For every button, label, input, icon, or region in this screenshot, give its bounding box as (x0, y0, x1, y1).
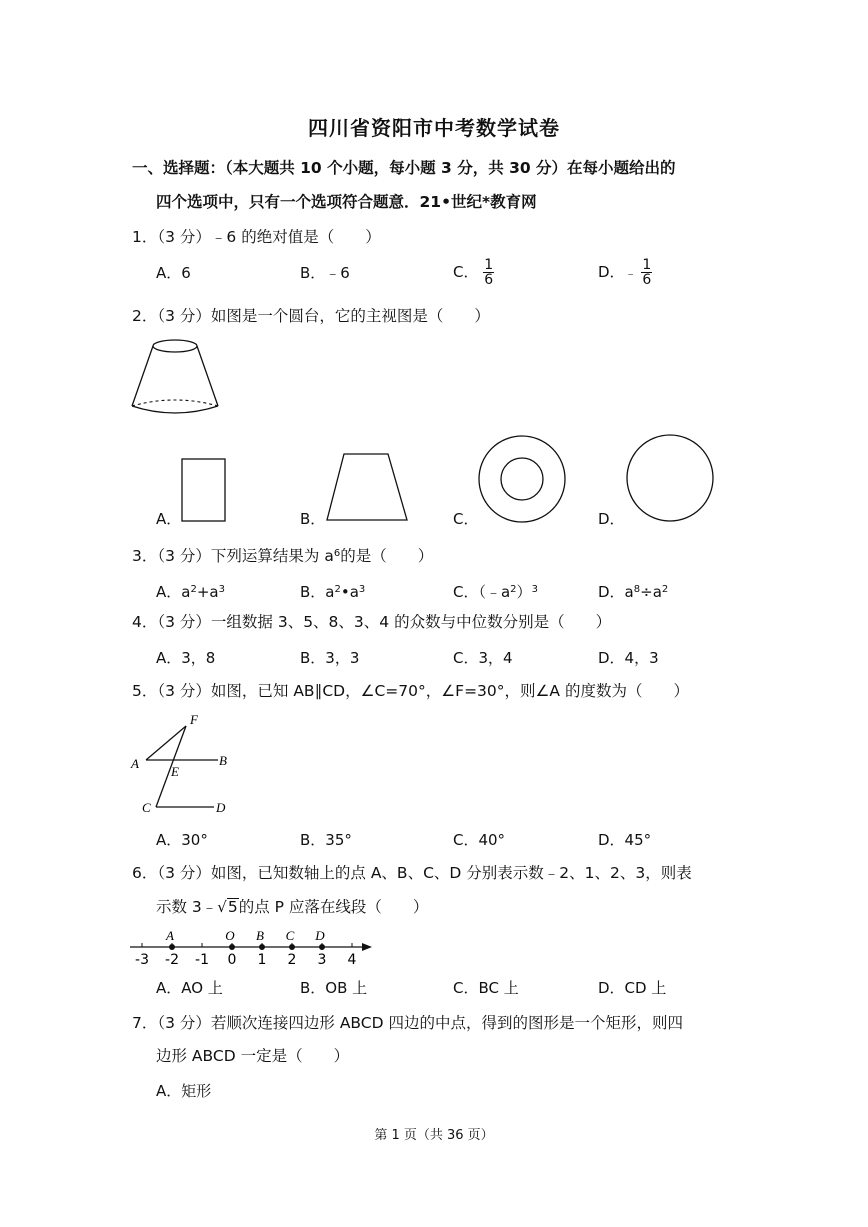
axis-point-d (319, 944, 325, 950)
number-line-arrow (362, 943, 372, 951)
q5-option-a: A．30° (156, 831, 208, 849)
q1-option-c-label: C． (453, 263, 479, 281)
axis-point-label: O (225, 928, 235, 943)
q6-line2-suffix: 的点 P 应落在线段（ ） (238, 898, 429, 916)
figure-label-a: A (131, 756, 139, 771)
sqrt-sign: √ (217, 898, 227, 916)
q2-option-b: B． (300, 510, 326, 528)
question-1-stem: 1．（3 分）﹣6 的绝对值是（ ） (132, 228, 381, 246)
question-7-stem-line2: 边形 ABCD 一定是（ ） (156, 1047, 350, 1065)
section-heading-line2: 四个选项中，只有一个选项符合题意．21•世纪*教育网 (156, 193, 537, 211)
question-7-stem-line1: 7．（3 分）若顺次连接四边形 ABCD 四边的中点，得到的图形是一个矩形，则四 (132, 1014, 683, 1032)
q3-a-text: A．a (156, 583, 191, 601)
q4-option-c: C．3，4 (453, 649, 513, 667)
axis-point-label: C (285, 928, 295, 943)
q3-a-mid: +a (196, 583, 219, 601)
question-5-stem: 5．（3 分）如图，已知 AB∥CD，∠C=70°，∠F=30°，则∠A 的度数为（ ） (132, 682, 689, 700)
q3-option-a (156, 579, 225, 603)
q3-d-sup1: 8 (633, 584, 641, 595)
axis-tick-label: 0 (227, 952, 237, 968)
q6-line2-prefix: 示数 3﹣ (156, 898, 218, 916)
axis-point-c (289, 944, 295, 950)
axis-tick-label: 1 (257, 952, 267, 968)
q3-stem-suffix: 的是（ ） (340, 547, 434, 565)
fraction-denominator: 6 (642, 272, 652, 288)
q1-option-d-fraction (641, 258, 652, 287)
q3-c-mid: ） (516, 583, 532, 601)
q6-option-c: C．BC 上 (453, 979, 519, 997)
q1-option-b: B．﹣6 (300, 264, 350, 282)
axis-tick-label: 4 (347, 952, 357, 968)
axis-tick-label: 3 (317, 952, 327, 968)
q4-option-a: A．3，8 (156, 649, 216, 667)
question-2-stem: 2．（3 分）如图是一个圆台，它的主视图是（ ） (132, 307, 490, 325)
q6-option-b: B．OB 上 (300, 979, 368, 997)
q1-option-c (453, 258, 494, 287)
q5-option-d: D．45° (598, 831, 652, 849)
q3-b-sup2: 3 (358, 584, 366, 595)
parallel-lines-figure (128, 712, 238, 815)
page-title: 四川省资阳市中考数学试卷 (308, 116, 560, 140)
q3-b-text: B．a (300, 583, 335, 601)
q2-option-d: D． (598, 510, 625, 528)
q3-d-mid: ÷a (640, 583, 662, 601)
q1-option-d-sign: ﹣ (624, 266, 637, 280)
q3-a-sup2: 3 (218, 584, 225, 595)
option-b-trapezoid-figure (325, 452, 409, 522)
axis-point-label: A (166, 928, 174, 943)
option-a-rectangle-figure (181, 458, 227, 524)
q1-option-c-fraction (483, 258, 494, 287)
q1-option-d-label: D． (598, 263, 625, 281)
q3-option-c (453, 579, 538, 603)
axis-tick-label: 2 (287, 952, 297, 968)
q5-option-b: B．35° (300, 831, 352, 849)
axis-point-label: B (256, 928, 264, 943)
q6-option-d: D．CD 上 (598, 979, 667, 997)
axis-tick-label: -2 (165, 952, 179, 968)
q6-sqrt-radicand: 5 (227, 898, 238, 916)
axis-point-b (259, 944, 265, 950)
frustum-figure (128, 338, 224, 418)
section-heading-line1: 一、选择题：（本大题共 10 个小题，每小题 3 分，共 30 分）在每小题给出的 (132, 159, 676, 177)
question-4-stem: 4．（3 分）一组数据 3、5、8、3、4 的众数与中位数分别是（ ） (132, 613, 612, 631)
question-6-stem-line1: 6．（3 分）如图，已知数轴上的点 A、B、C、D 分别表示数﹣2、1、2、3，则表 (132, 864, 692, 882)
q3-a-sup1: 2 (190, 584, 197, 595)
q1-option-a: A．6 (156, 264, 191, 282)
q3-stem-exponent: 6 (333, 548, 341, 559)
q3-d-sup2: 2 (661, 584, 669, 595)
q2-option-a: A． (156, 510, 182, 528)
axis-point-label: D (315, 928, 325, 943)
q1-option-d (598, 258, 652, 287)
q4-option-b: B．3，3 (300, 649, 360, 667)
figure-label-b: B (219, 753, 227, 768)
figure-label-f: F (190, 712, 198, 727)
question-6-stem-line2 (156, 896, 428, 918)
q3-option-b (300, 579, 365, 603)
figure-label-d: D (216, 800, 226, 815)
q3-c-sup1: 2 (510, 584, 517, 595)
axis-tick-label: -1 (195, 952, 209, 968)
q7-option-a: A．矩形 (156, 1082, 212, 1100)
option-c-concentric-circles-figure (477, 434, 567, 524)
fraction-numerator: 1 (642, 257, 652, 273)
page-footer: 第 1 页（共 36 页） (374, 1128, 494, 1143)
q6-option-a: A．AO 上 (156, 979, 223, 997)
q2-option-c: C． (453, 510, 479, 528)
q5-option-c: C．40° (453, 831, 506, 849)
q3-b-sup1: 2 (334, 584, 341, 595)
number-line-figure (128, 928, 378, 968)
fraction-numerator: 1 (484, 257, 494, 273)
q3-stem-prefix: 3．（3 分）下列运算结果为 a (132, 547, 334, 565)
axis-point-a (169, 944, 175, 950)
axis-point-o (229, 944, 235, 950)
fraction-denominator: 6 (484, 272, 494, 288)
q3-option-d (598, 579, 668, 603)
q3-c-text: C．（﹣a (453, 583, 511, 601)
question-3-stem (132, 543, 433, 567)
q4-option-d: D．4，3 (598, 649, 659, 667)
axis-tick-label: -3 (135, 952, 149, 968)
option-d-circle-figure (625, 433, 715, 523)
q3-c-sup2: 3 (531, 584, 538, 595)
q3-d-text: D．a (598, 583, 634, 601)
figure-label-c: C (142, 800, 151, 815)
figure-label-e: E (171, 764, 179, 779)
q3-b-mid: •a (340, 583, 359, 601)
